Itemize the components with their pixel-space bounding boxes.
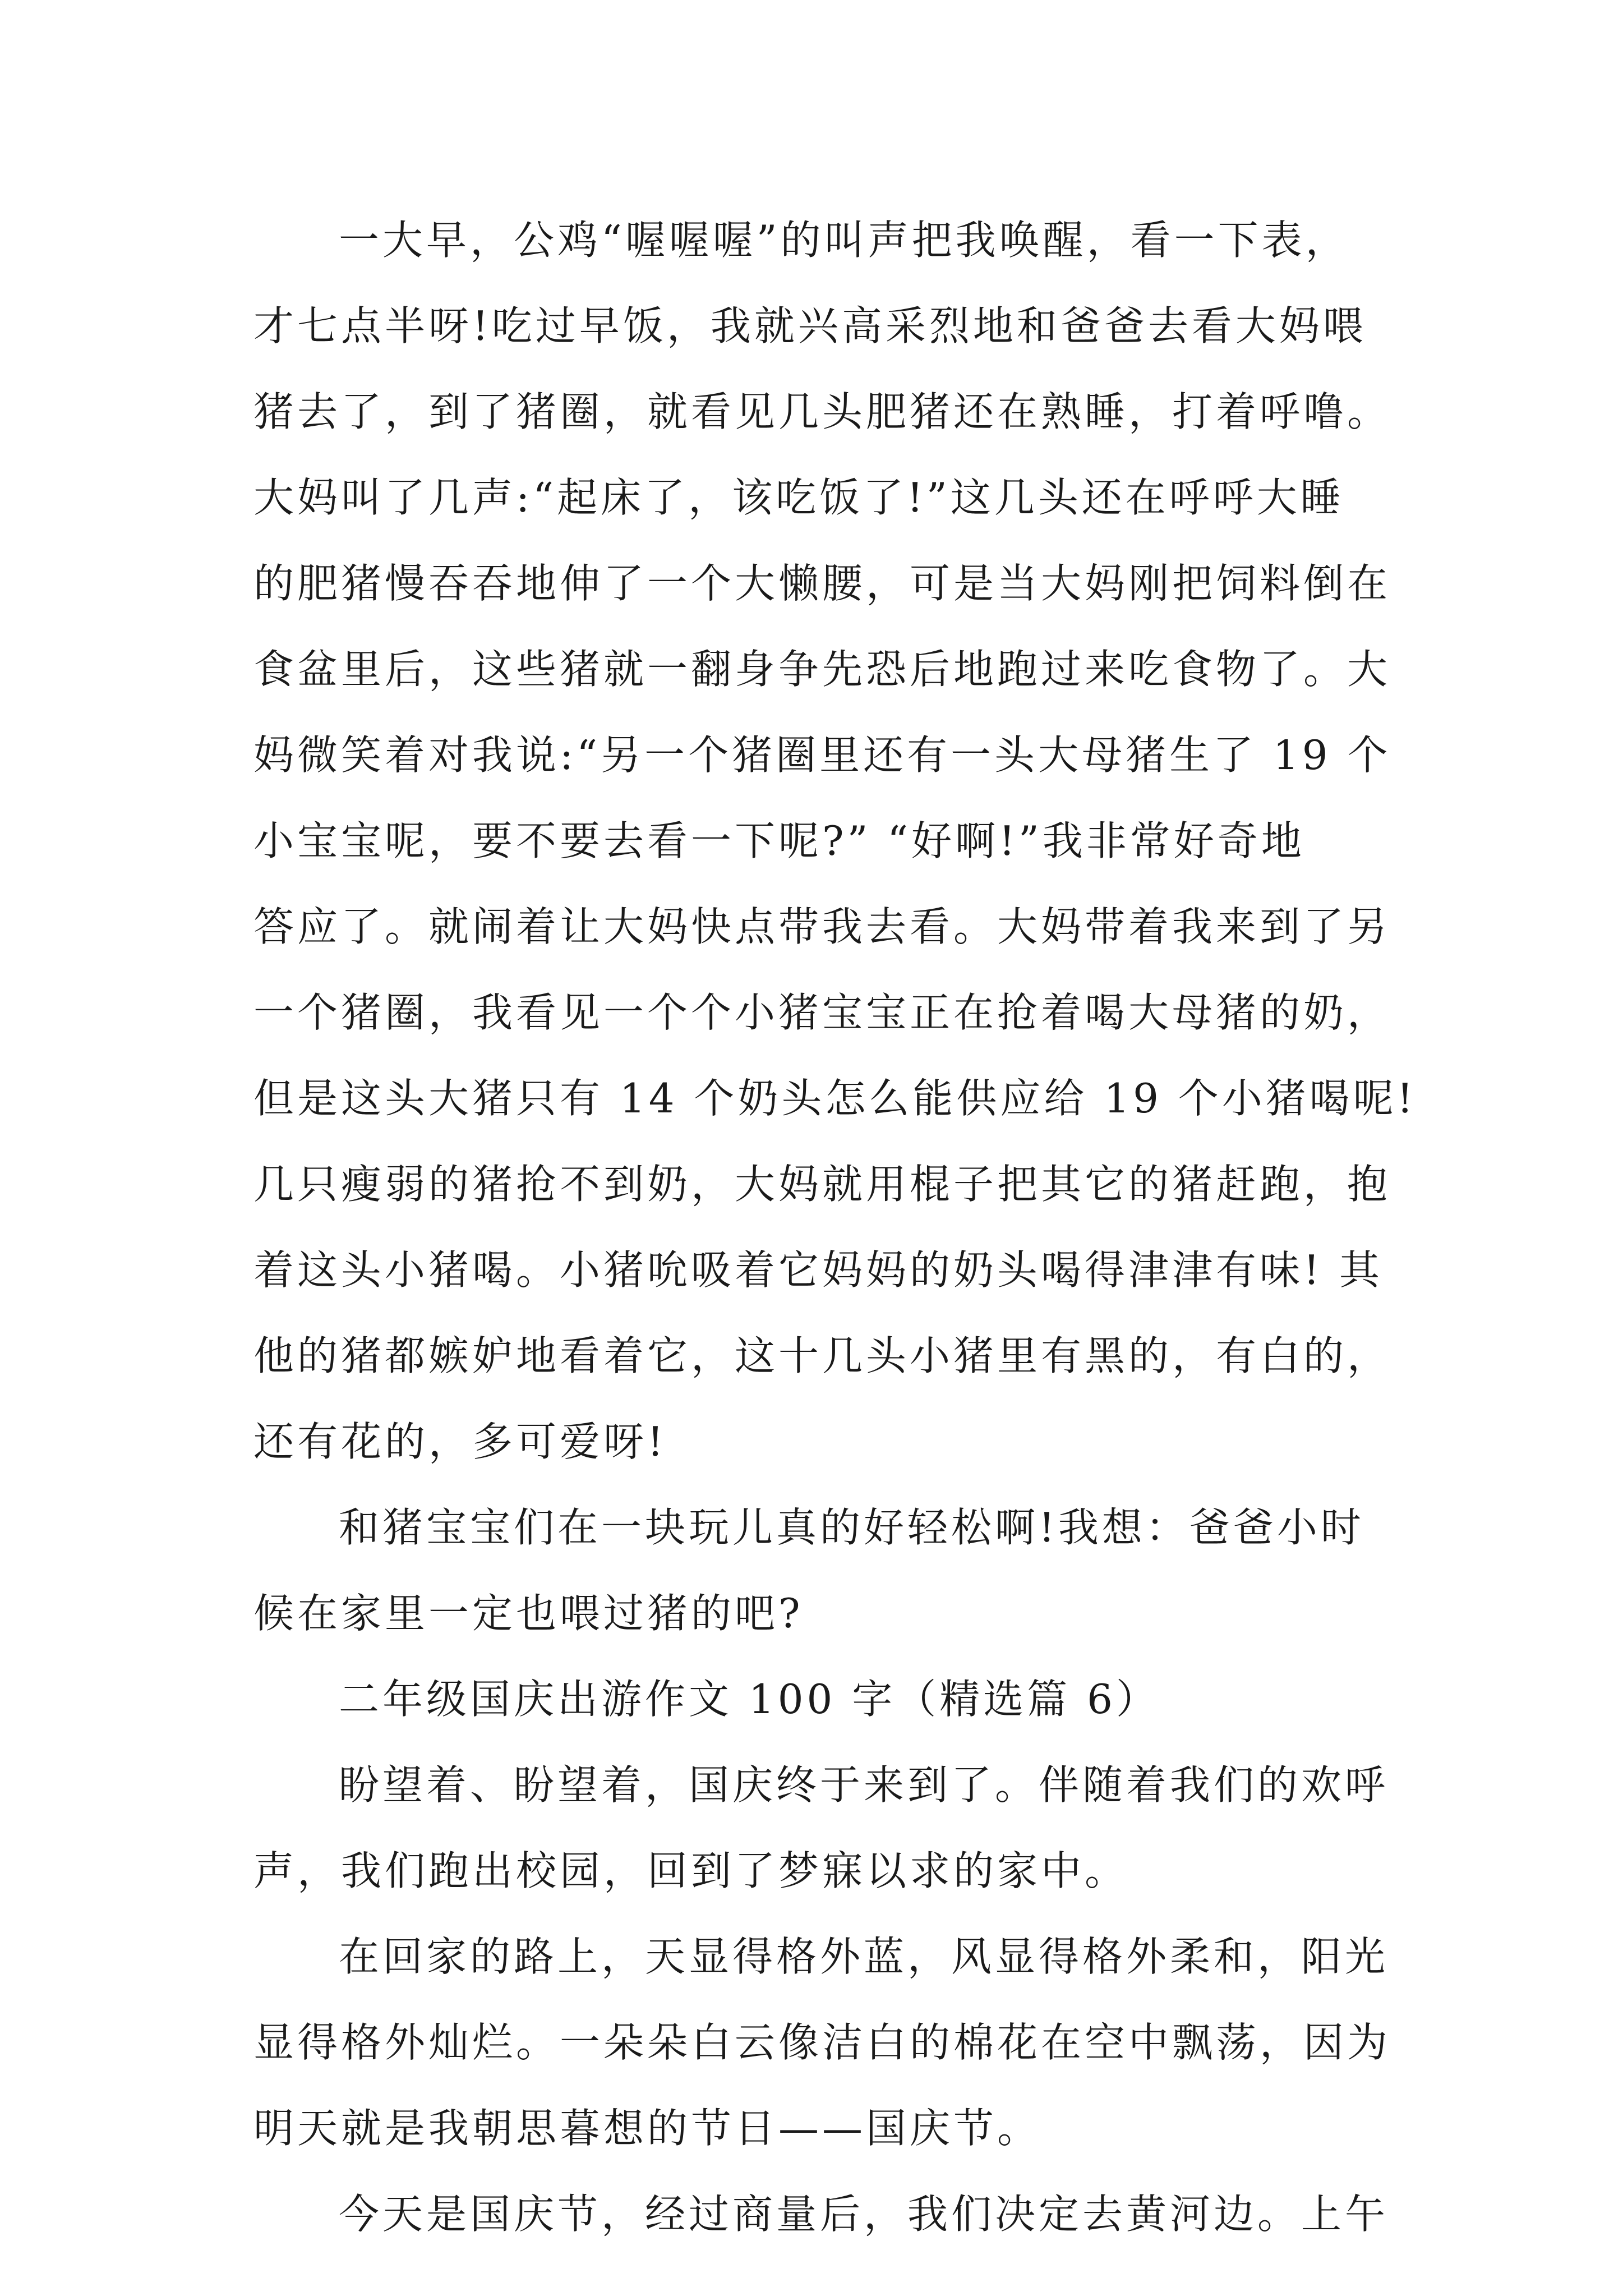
- text-line: 盼望着、盼望着，国庆终于来到了。伴随着我们的欢呼: [339, 1761, 1389, 1809]
- text-line: 明天就是我朝思暮想的节日——国庆节。: [253, 2105, 1041, 2152]
- text-line: 的肥猪慢吞吞地伸了一个大懒腰，可是当大妈刚把饲料倒在: [253, 560, 1391, 607]
- text-line: 食盆里后，这些猪就一翻身争先恐后地跑过来吃食物了。大: [253, 646, 1391, 693]
- text-line: 但是这头大猪只有 14 个奶头怎么能供应给 19 个小猪喝呢!: [253, 1075, 1417, 1122]
- text-line: 候在家里一定也喂过猪的吧?: [253, 1590, 804, 1637]
- text-line: 一个猪圈，我看见一个个小猪宝宝正在抢着喝大母猪的奶，: [253, 989, 1391, 1036]
- text-line: 和猪宝宝们在一块玩儿真的好轻松啊!我想：爸爸小时: [339, 1504, 1364, 1551]
- text-line: 一大早，公鸡“喔喔喔”的叫声把我唤醒，看一下表，: [339, 217, 1349, 264]
- text-line: 声，我们跑出校园，回到了梦寐以求的家中。: [253, 1847, 1129, 1894]
- document-body: [253, 197, 1417, 2257]
- text-line: 显得格外灿烂。一朵朵白云像洁白的棉花在空中飘荡，因为: [253, 2019, 1391, 2066]
- text-line: 在回家的路上，天显得格外蓝，风显得格外柔和，阳光: [339, 1933, 1389, 1980]
- text-line: 还有花的，多可爱呀!: [253, 1418, 667, 1465]
- text-line: 他的猪都嫉妒地看着它，这十几头小猪里有黑的，有白的，: [253, 1332, 1391, 1379]
- section-heading: 二年级国庆出游作文 100 字（精选篇 6）: [339, 1676, 1160, 1723]
- text-line: 答应了。就闹着让大妈快点带我去看。大妈带着我来到了另: [253, 903, 1391, 950]
- text-line: 几只瘦弱的猪抢不到奶，大妈就用棍子把其它的猪赶跑，抱: [253, 1161, 1391, 1208]
- text-line: 才七点半呀!吃过早饭，我就兴高采烈地和爸爸去看大妈喂: [253, 302, 1367, 349]
- text-line: 小宝宝呢，要不要去看一下呢?” “好啊!”我非常好奇地: [253, 817, 1305, 864]
- text-line: 猪去了，到了猪圈，就看见几头肥猪还在熟睡，打着呼噜。: [253, 388, 1391, 435]
- text-line: 今天是国庆节，经过商量后，我们决定去黄河边。上午: [339, 2191, 1389, 2238]
- text-line: 妈微笑着对我说:“另一个猪圈里还有一头大母猪生了 19 个: [253, 731, 1391, 779]
- text-line: 着这头小猪喝。小猪吮吸着它妈妈的奶头喝得津津有味! 其: [253, 1246, 1383, 1294]
- text-line: 大妈叫了几声:“起床了，该吃饭了!”这几头还在呼呼大睡: [253, 474, 1344, 521]
